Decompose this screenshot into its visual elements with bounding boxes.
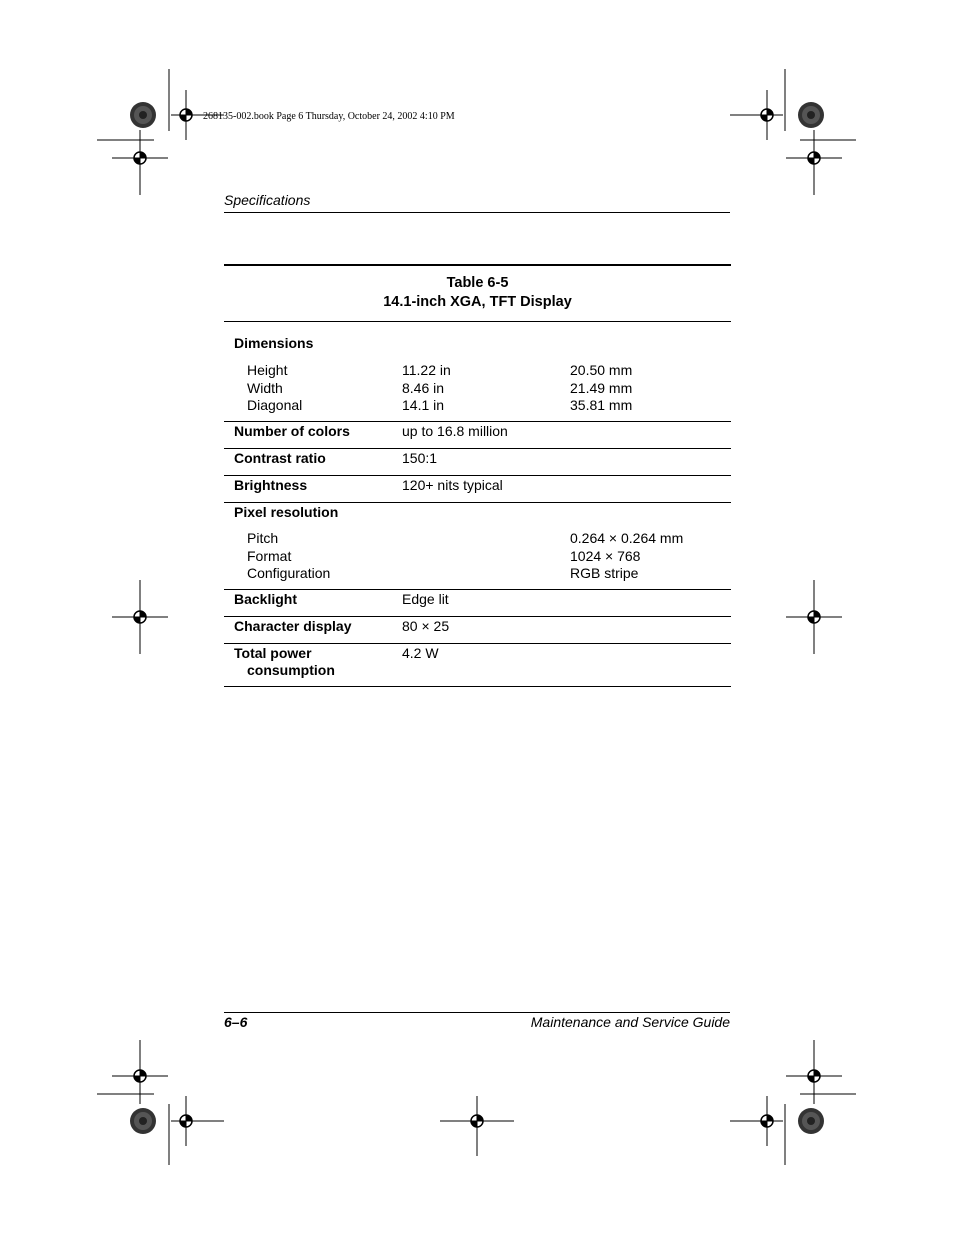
registration-mark-bottom-right	[730, 1040, 856, 1165]
table-row-character-display	[224, 617, 731, 644]
row-label-character-display: Character display	[234, 618, 352, 634]
row-label-pixel-resolution: Pixel resolution	[234, 504, 339, 520]
sub-row-width	[224, 380, 731, 398]
sub-row-pitch	[224, 530, 731, 548]
table-row-brightness	[224, 476, 731, 503]
value-metric: 21.49 mm	[570, 379, 633, 396]
sub-label: Height	[247, 362, 288, 378]
row-value-power: 4.2 W	[402, 645, 439, 661]
table-row-power	[224, 644, 731, 686]
row-label-power-line2: consumption	[247, 662, 335, 678]
registration-mark-middle-left	[112, 580, 168, 654]
guide-title: Maintenance and Service Guide	[530, 1014, 730, 1030]
footer-rule	[224, 1012, 730, 1013]
value-metric: 20.50 mm	[570, 362, 633, 378]
running-head: Specifications	[224, 192, 311, 208]
registration-mark-middle-right	[786, 580, 842, 654]
header-rule	[224, 212, 730, 213]
sub-value: 1024 × 768	[570, 547, 641, 564]
table-caption	[224, 266, 731, 322]
value-metric: 35.81 mm	[570, 397, 633, 413]
registration-mark-bottom-center	[440, 1096, 514, 1156]
row-value-character-display: 80 × 25	[402, 618, 450, 634]
sub-row-height	[224, 362, 731, 380]
row-label-power	[234, 645, 335, 679]
sub-label: Pitch	[247, 530, 279, 546]
spec-table	[224, 264, 731, 687]
table-row-pixel-resolution	[224, 503, 731, 590]
sub-row-diagonal	[224, 397, 731, 415]
sub-label: Format	[247, 547, 292, 564]
row-label-contrast: Contrast ratio	[234, 450, 326, 466]
registration-mark-top-right	[730, 69, 856, 195]
registration-mark-top-left	[97, 69, 224, 195]
value-imperial: 14.1 in	[402, 397, 445, 413]
row-label-colors: Number of colors	[234, 423, 350, 439]
row-value-colors: up to 16.8 million	[402, 423, 508, 439]
value-imperial: 11.22 in	[402, 362, 451, 378]
row-value-brightness: 120+ nits typical	[402, 477, 503, 493]
page-number: 6–6	[224, 1014, 248, 1030]
row-value-contrast: 150:1	[402, 450, 438, 466]
registration-mark-bottom-left	[97, 1040, 224, 1165]
row-value-backlight: Edge lit	[402, 591, 449, 607]
row-label-power-line1: Total power	[234, 645, 312, 661]
table-row-colors	[224, 422, 731, 449]
table-number: Table 6-5	[446, 275, 509, 291]
sub-label: Diagonal	[247, 397, 303, 413]
row-label-backlight: Backlight	[234, 591, 298, 607]
table-row-contrast	[224, 449, 731, 476]
table-row-backlight	[224, 590, 731, 617]
table-title: 14.1-inch XGA, TFT Display	[383, 294, 572, 310]
print-slug: 268135-002.book Page 6 Thursday, October 24, 2002 4:10 PM	[203, 111, 455, 122]
sub-label: Configuration	[247, 565, 331, 581]
sub-label: Width	[247, 379, 283, 396]
sub-row-format	[224, 548, 731, 566]
table-row-dimensions	[224, 322, 731, 422]
sub-value: RGB stripe	[570, 565, 639, 581]
sub-value: 0.264 × 0.264 mm	[570, 530, 684, 546]
row-label-brightness: Brightness	[234, 477, 308, 493]
value-imperial: 8.46 in	[402, 379, 445, 396]
row-label-dimensions: Dimensions	[234, 335, 314, 351]
sub-row-configuration	[224, 565, 731, 583]
